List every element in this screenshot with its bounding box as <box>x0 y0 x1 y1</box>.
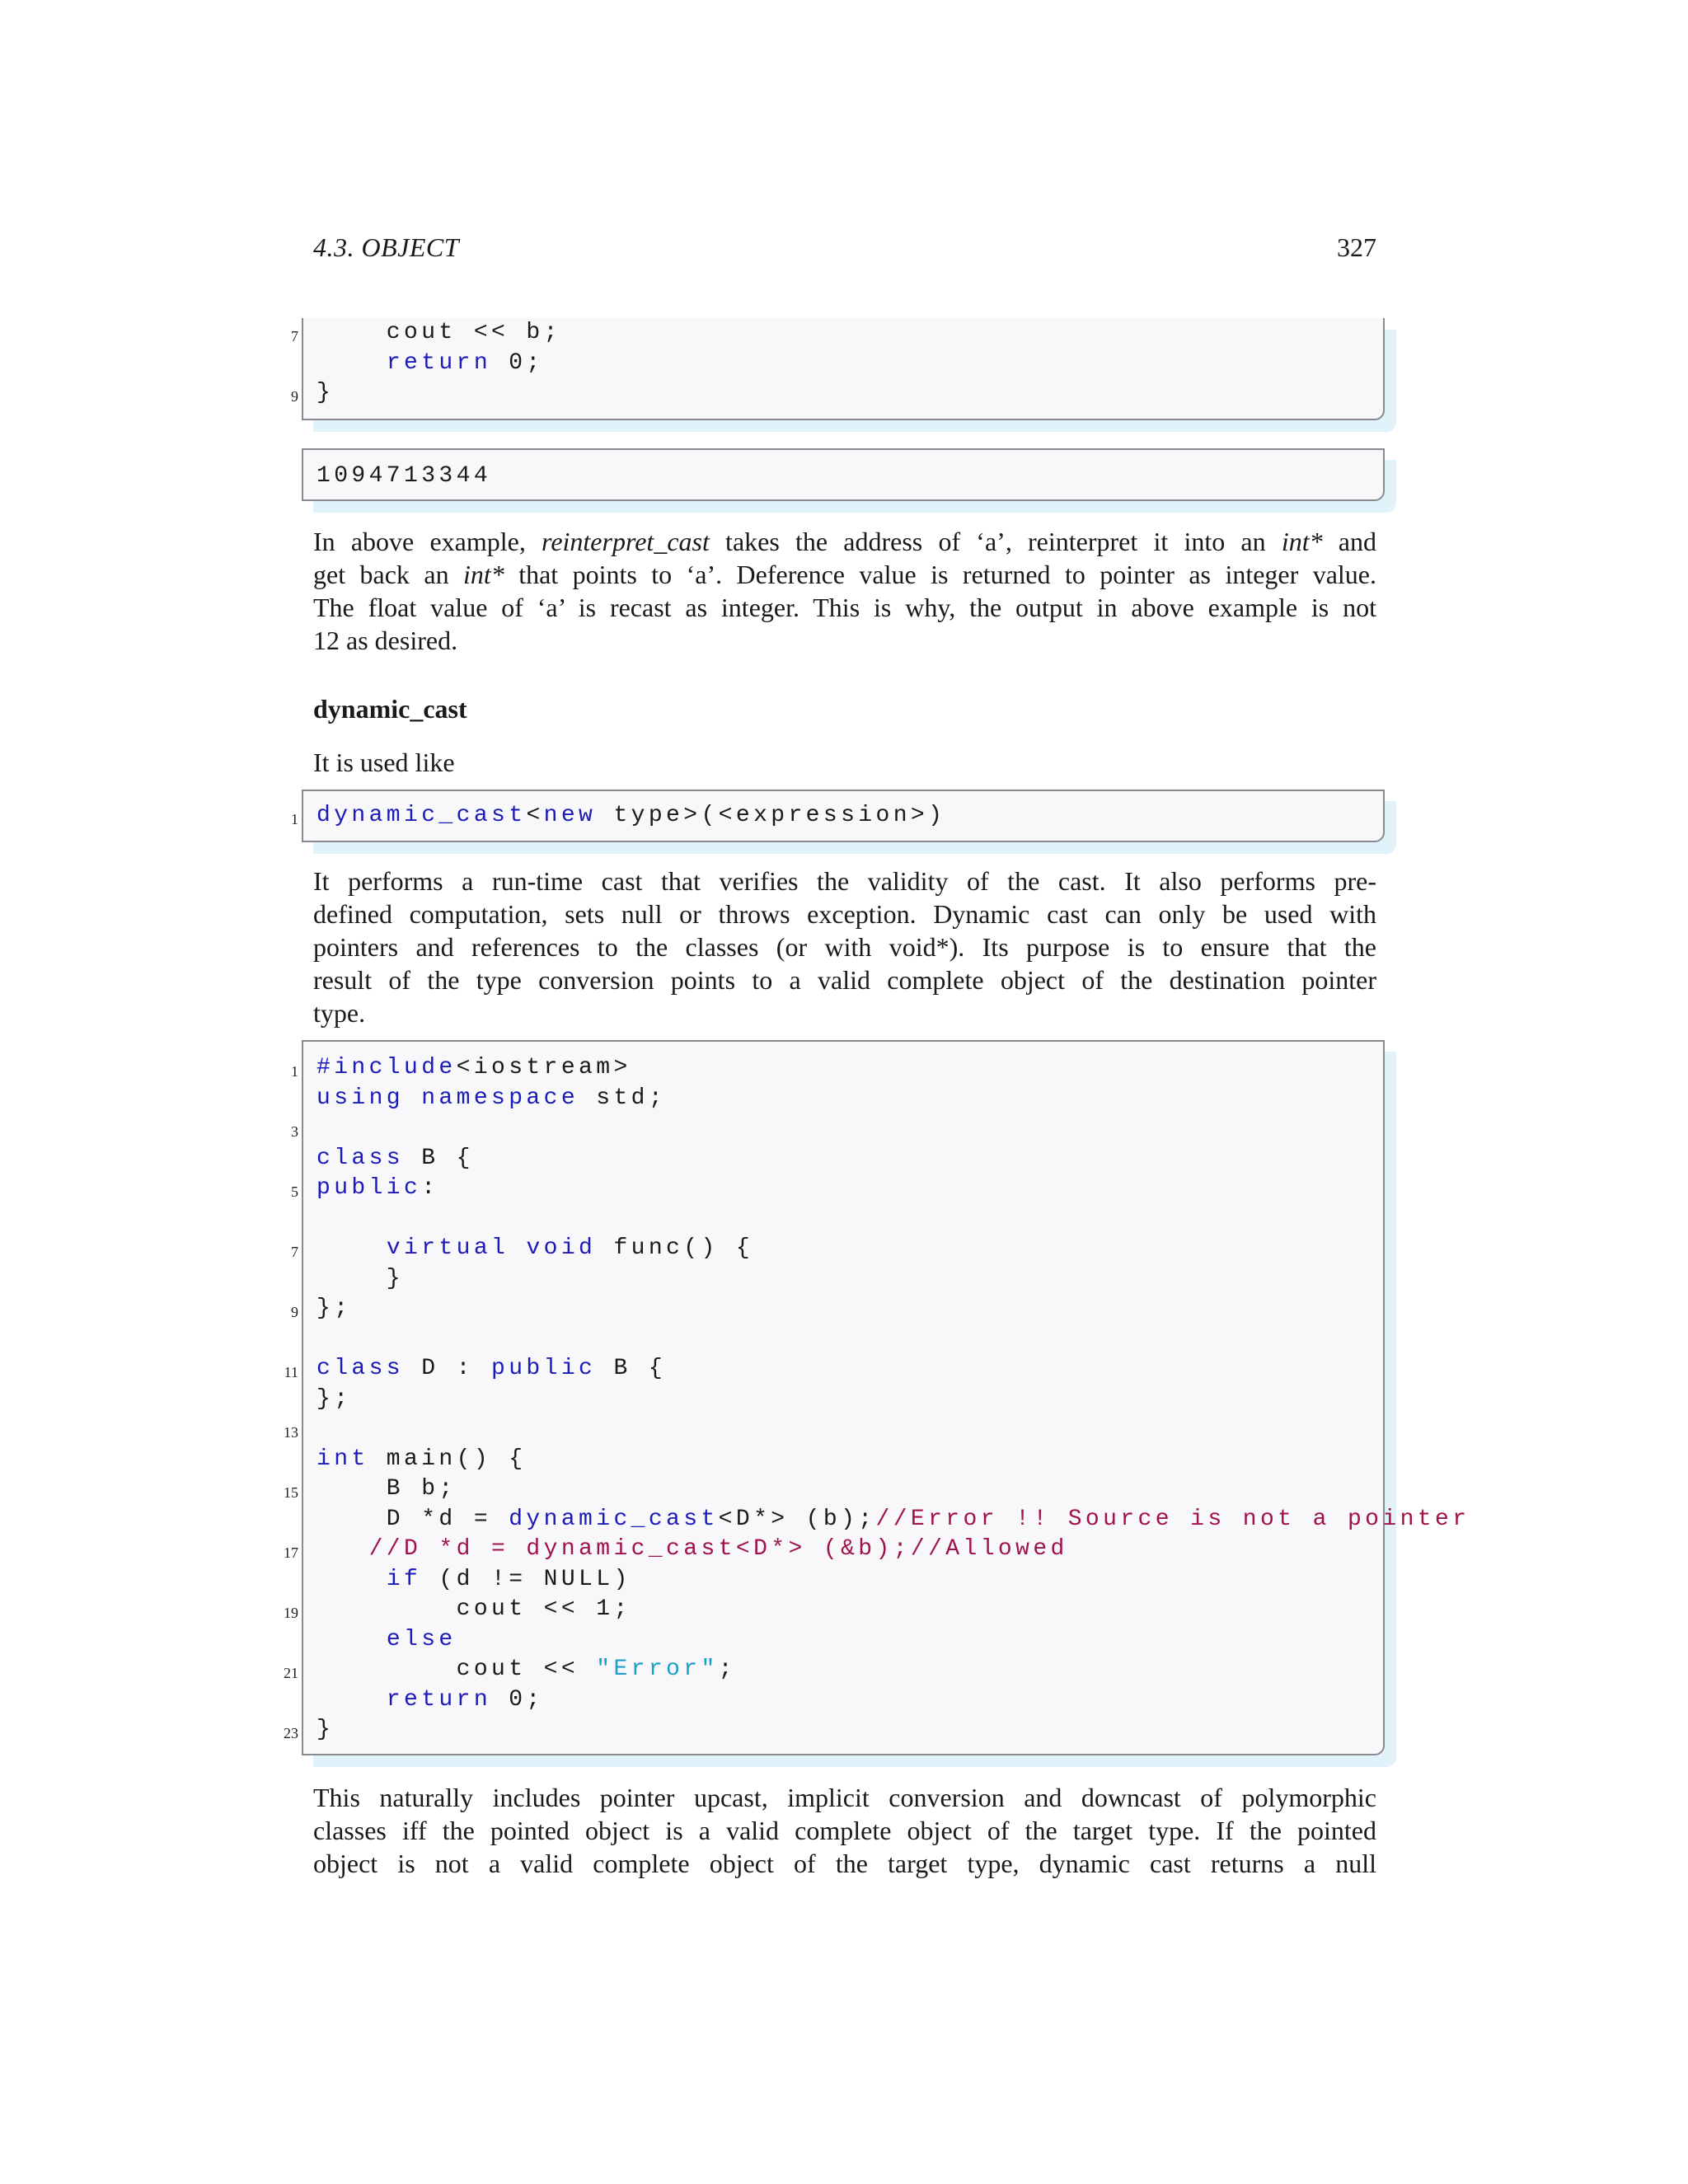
line-number: 13 <box>284 1424 298 1441</box>
code-line: //D *d = dynamic_cast<D*> (&b);//Allowed <box>368 1536 1068 1562</box>
line-number: 15 <box>284 1484 298 1501</box>
code-line: cout << 1; <box>316 1596 631 1622</box>
paragraph-line: 12 as desired. <box>313 626 458 655</box>
code-line: class B { <box>316 1145 474 1171</box>
code-line: cout << "Error"; <box>316 1657 736 1682</box>
paragraph-line: pointers and references to the classes (or with void*). Its purpose is to ensure that the <box>313 932 1376 962</box>
syntax-code-line: dynamic_cast<new type>(<expression>) <box>316 803 946 828</box>
line-number: 9 <box>291 1304 298 1320</box>
paragraph-dynamic-cast-description <box>313 865 1376 1029</box>
code-line: }; <box>316 1296 352 1321</box>
code-block-dynamic-cast-example <box>284 1040 1470 1755</box>
line-number: 5 <box>291 1183 298 1200</box>
paragraph-line: result of the type conversion points to a valid complete object of the destination pointer <box>313 965 1376 995</box>
paragraph-dynamic-cast-behavior <box>313 1781 1376 1880</box>
line-number: 17 <box>284 1544 298 1561</box>
paragraph-line: object is not a valid complete object of the target type, dynamic cast returns a null <box>313 1849 1376 1878</box>
paragraph-reinterpret-explanation <box>313 525 1376 657</box>
output-block <box>302 448 1385 501</box>
code-line: class D : public B { <box>316 1356 667 1381</box>
code-line: if (d != NULL) <box>386 1566 631 1592</box>
paragraph-line: get back an int* that points to ‘a’. Deference value is returned to pointer as integer value. <box>313 560 1377 589</box>
paragraph-line: In above example, reinterpret_cast takes the address of ‘a’, reinterpret it into an int* and <box>313 527 1377 556</box>
line-number: 11 <box>284 1364 298 1380</box>
code-line: #include<iostream> <box>316 1055 631 1080</box>
code-line: B b; <box>316 1476 457 1502</box>
code-line: else <box>386 1626 457 1652</box>
section-heading: dynamic_cast <box>313 694 467 724</box>
code-line: return 0; <box>386 1686 544 1713</box>
paragraph-line: type. <box>313 998 366 1028</box>
line-number: 7 <box>291 328 298 344</box>
code-line: } <box>316 1717 335 1742</box>
code-line: cout << b; <box>316 320 561 345</box>
paragraph-line: defined computation, sets null or throws exception. Dynamic cast can only be used with <box>313 899 1376 929</box>
syntax-intro <box>313 746 1376 779</box>
code-line: } <box>316 380 335 405</box>
code-line: virtual void func() { <box>386 1235 754 1261</box>
code-line: }; <box>316 1385 352 1412</box>
line-number: 9 <box>291 388 298 405</box>
line-number: 19 <box>284 1605 298 1621</box>
paragraph-line: It performs a run-time cast that verifies the validity of the cast. It also performs pre- <box>313 866 1376 896</box>
line-number: 1 <box>291 1063 298 1080</box>
running-header <box>313 232 1376 274</box>
line-number: 1 <box>291 811 298 827</box>
paragraph-line: This naturally includes pointer upcast, implicit conversion and downcast of polymorphic <box>313 1783 1376 1812</box>
line-number: 21 <box>284 1665 298 1681</box>
paragraph-line: classes iff the pointed object is a valid complete object of the target type. If the pointed <box>313 1816 1376 1845</box>
output-value: 1094713344 <box>316 463 492 489</box>
code-line: return 0; <box>386 349 544 376</box>
code-line: D *d = dynamic_cast<D*> (b);//Error !! Source is not a pointer <box>316 1506 1470 1532</box>
code-line: int main() { <box>316 1446 527 1472</box>
chapter-title: 4.3. OBJECT <box>313 232 460 262</box>
line-number: 3 <box>291 1123 298 1140</box>
paragraph-line: The float value of ‘a’ is recast as integer. This is why, the output in above example is not <box>313 593 1376 622</box>
intro-line: It is used like <box>313 748 455 777</box>
code-line: public: <box>316 1175 439 1201</box>
page-number: 327 <box>1337 232 1376 262</box>
line-number: 7 <box>291 1244 298 1260</box>
code-line: using namespace std; <box>316 1085 667 1111</box>
line-number: 23 <box>284 1725 298 1741</box>
syntax-code-block <box>291 790 1385 842</box>
code-line: } <box>316 1265 405 1291</box>
code-block-continued <box>291 318 1385 420</box>
